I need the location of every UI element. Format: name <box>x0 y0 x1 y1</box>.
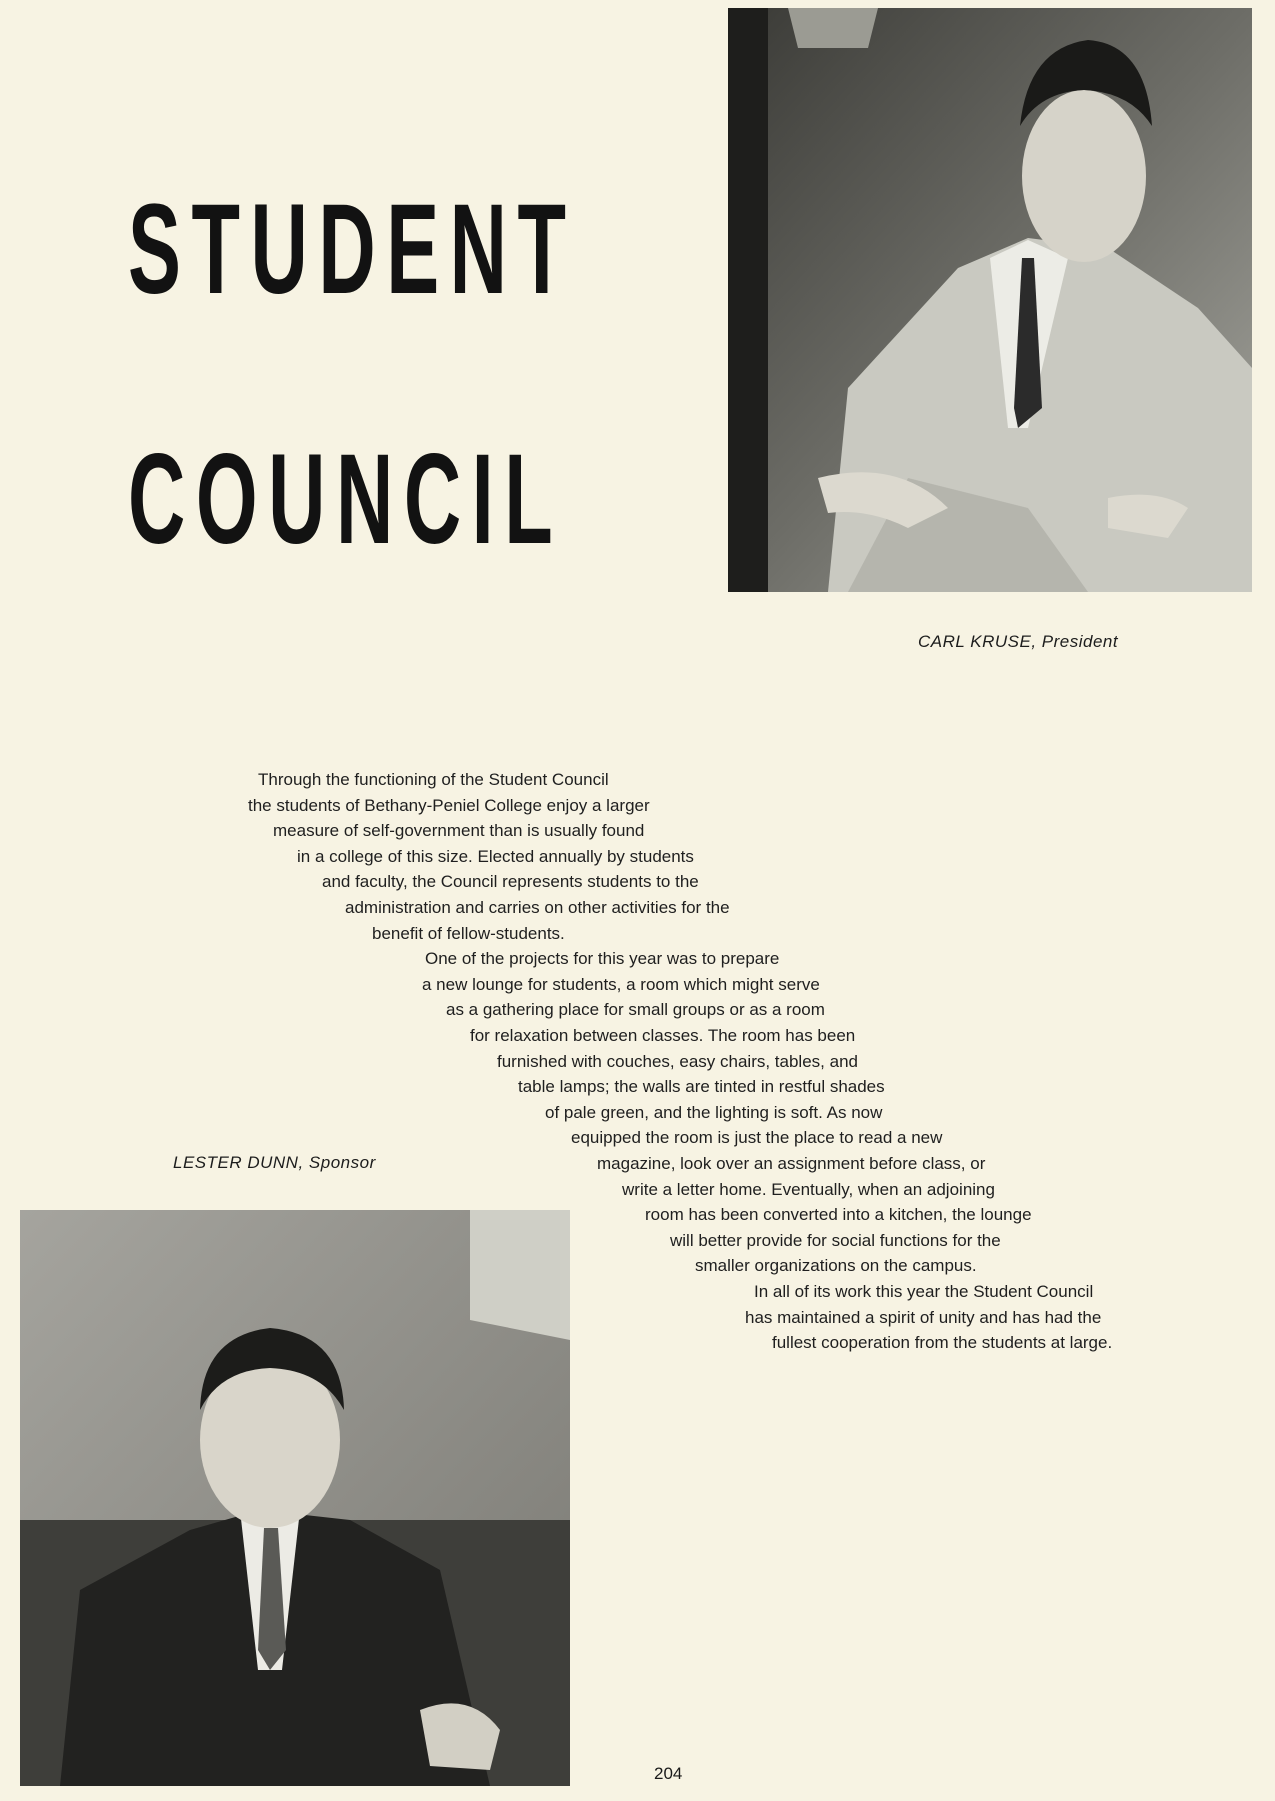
body-line: room has been converted into a kitchen, the lounge <box>645 1205 1032 1225</box>
body-line: magazine, look over an assignment before class, or <box>597 1154 986 1173</box>
body-line: in a college of this size. Elected annually by students <box>297 846 694 866</box>
page-title-line-2: COUNCIL <box>128 428 564 571</box>
body-line: table lamps; the walls are tinted in restful shades <box>518 1077 885 1097</box>
body-line: equipped the room is just the place to read a new <box>571 1128 943 1148</box>
body-line: benefit of fellow-students. <box>372 923 565 943</box>
sponsor-photo <box>20 1210 570 1786</box>
body-line: One of the projects for this year was to prepare <box>425 949 780 969</box>
body-line: fullest cooperation from the students at large. <box>772 1333 1113 1353</box>
body-line: of pale green, and the lighting is soft. As now <box>545 1102 883 1122</box>
body-line: Through the functioning of the Student Council <box>258 770 609 789</box>
body-line: will better provide for social functions for the <box>670 1230 1001 1250</box>
body-line: and faculty, the Council represents students to the <box>322 872 699 892</box>
body-line: administration and carries on other activities for the <box>345 898 730 917</box>
body-line: a new lounge for students, a room which might serve <box>422 974 820 994</box>
body-line: smaller organizations on the campus. <box>695 1256 977 1276</box>
president-photo <box>728 8 1252 592</box>
body-line: furnished with couches, easy chairs, tables, and <box>497 1051 858 1071</box>
body-line: as a gathering place for small groups or as a room <box>446 1000 825 1020</box>
body-line: In all of its work this year the Student Council <box>754 1282 1094 1301</box>
page-title-line-1: STUDENT <box>128 178 577 321</box>
body-line: for relaxation between classes. The room has been <box>470 1026 856 1045</box>
sponsor-caption: LESTER DUNN, Sponsor <box>173 1153 376 1172</box>
body-line: write a letter home. Eventually, when an adjoining <box>622 1179 995 1199</box>
body-line: measure of self-government than is usually found <box>273 821 645 841</box>
page-number: 204 <box>654 1764 683 1783</box>
president-caption: CARL KRUSE, President <box>918 632 1119 651</box>
body-line: the students of Bethany-Peniel College enjoy a larger <box>248 795 650 815</box>
body-line: has maintained a spirit of unity and has had the <box>745 1307 1102 1327</box>
